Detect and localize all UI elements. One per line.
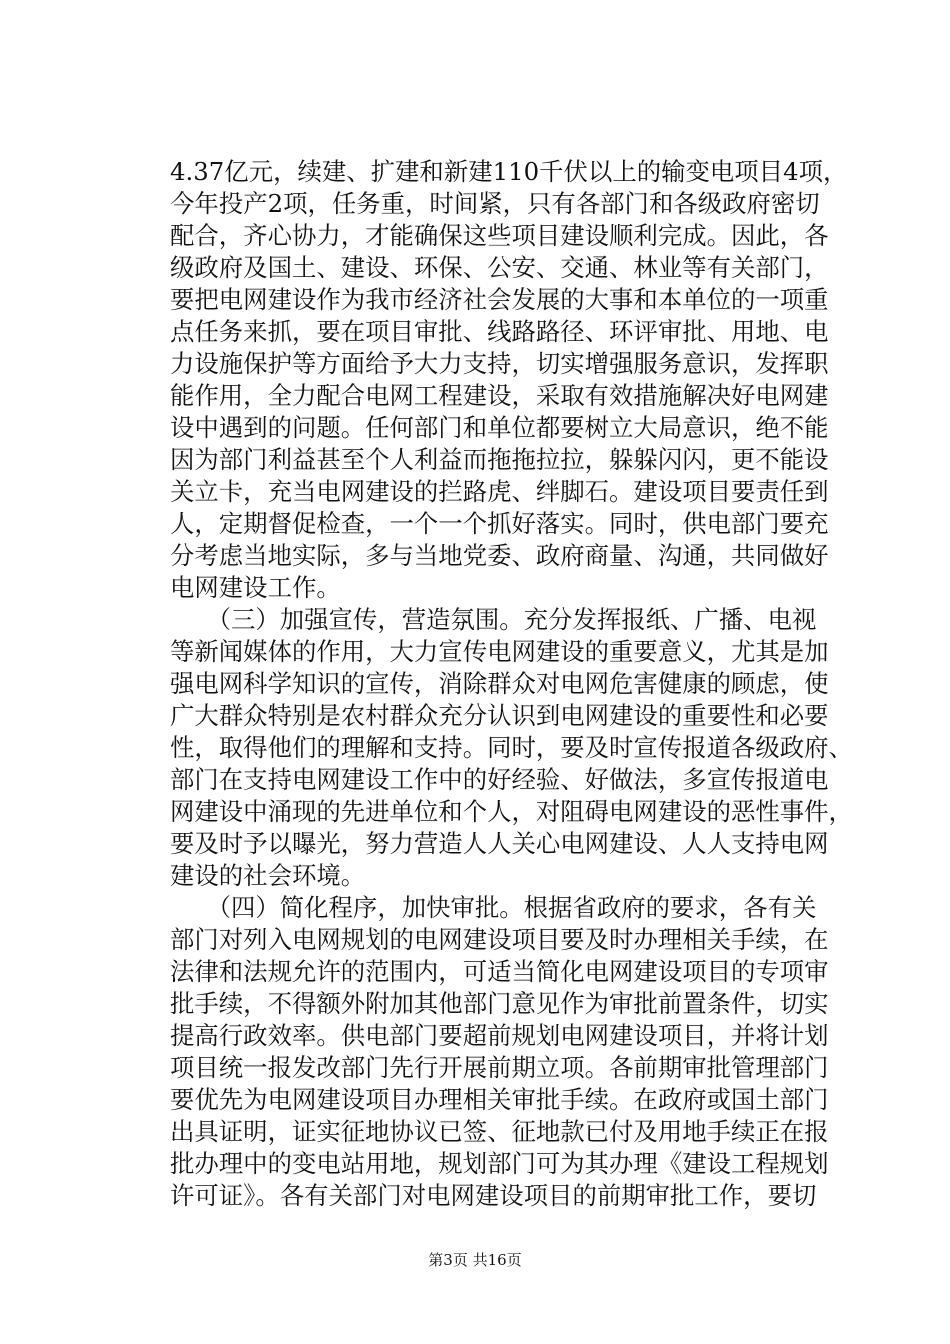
text-line: 批手续，不得额外附加其他部门意见作为审批前置条件，切实	[170, 989, 829, 1018]
page-number-label: 第3页 共16页	[428, 1251, 522, 1269]
text-line: 级政府及国土、建设、环保、公安、交通、林业等有关部门，	[170, 253, 829, 282]
text-line: 网建设中涌现的先进单位和个人，对阻碍电网建设的恶性事件，	[170, 797, 853, 826]
text-line: 要优先为电网建设项目办理相关审批手续。在政府或国土部门	[170, 1085, 829, 1114]
text-line: 部门对列入电网规划的电网建设项目要及时办理相关手续，在	[170, 925, 829, 954]
text-line: 分考虑当地实际，多与当地党委、政府商量、沟通，共同做好	[170, 541, 829, 570]
text-line: 要及时予以曝光，努力营造人人关心电网建设、人人支持电网	[170, 829, 829, 858]
text-line: 建设的社会环境。	[170, 861, 366, 890]
text-line: 项目统一报发改部门先行开展前期立项。各前期审批管理部门	[170, 1053, 829, 1082]
section-heading-line: （三）加强宣传，营造氛围。充分发挥报纸、广播、电视	[170, 605, 817, 634]
text-line: 力设施保护等方面给予大力支持，切实增强服务意识，发挥职	[170, 349, 829, 378]
text-line: 批办理中的变电站用地，规划部门可为其办理《建设工程规划	[170, 1149, 829, 1178]
page-footer	[0, 1250, 950, 1270]
text-line: 关立卡，充当电网建设的拦路虎、绊脚石。建设项目要责任到	[170, 477, 829, 506]
text-line: 配合，齐心协力，才能确保这些项目建设顺利完成。因此，各	[170, 221, 829, 250]
text-line: 部门在支持电网建设工作中的好经验、好做法，多宣传报道电	[170, 765, 829, 794]
text-line: 许可证》。各有关部门对电网建设项目的前期审批工作，要切	[170, 1181, 817, 1210]
text-line: 广大群众特别是农村群众充分认识到电网建设的重要性和必要	[170, 701, 829, 730]
text-line: 点任务来抓，要在项目审批、线路路径、环评审批、用地、电	[170, 317, 829, 346]
text-line: 4.37亿元，续建、扩建和新建110千伏以上的输变电项目4项，	[170, 157, 848, 186]
text-line: 能作用，全力配合电网工程建设，采取有效措施解决好电网建	[170, 381, 829, 410]
text-line: 提高行政效率。供电部门要超前规划电网建设项目，并将计划	[170, 1021, 829, 1050]
text-line: 强电网科学知识的宣传，消除群众对电网危害健康的顾虑，使	[170, 669, 829, 698]
text-line: 电网建设工作。	[170, 573, 341, 602]
text-line: 出具证明，证实征地协议已签、征地款已付及用地手续正在报	[170, 1117, 829, 1146]
body-text	[170, 156, 853, 1212]
text-line: 要把电网建设作为我市经济社会发展的大事和本单位的一项重	[170, 285, 829, 314]
text-line: 等新闻媒体的作用，大力宣传电网建设的重要意义，尤其是加	[170, 637, 829, 666]
text-line: 设中遇到的问题。任何部门和单位都要树立大局意识，绝不能	[170, 413, 829, 442]
text-line: 性，取得他们的理解和支持。同时，要及时宣传报道各级政府、	[170, 733, 853, 762]
text-line: 人，定期督促检查，一个一个抓好落实。同时，供电部门要充	[170, 509, 829, 538]
section-heading-line: （四）简化程序，加快审批。根据省政府的要求，各有关	[170, 893, 817, 922]
text-line: 法律和法规允许的范围内，可适当简化电网建设项目的专项审	[170, 957, 829, 986]
text-line: 今年投产2项，任务重，时间紧，只有各部门和各级政府密切	[170, 189, 820, 218]
text-line: 因为部门利益甚至个人利益而拖拖拉拉，躲躲闪闪，更不能设	[170, 445, 829, 474]
